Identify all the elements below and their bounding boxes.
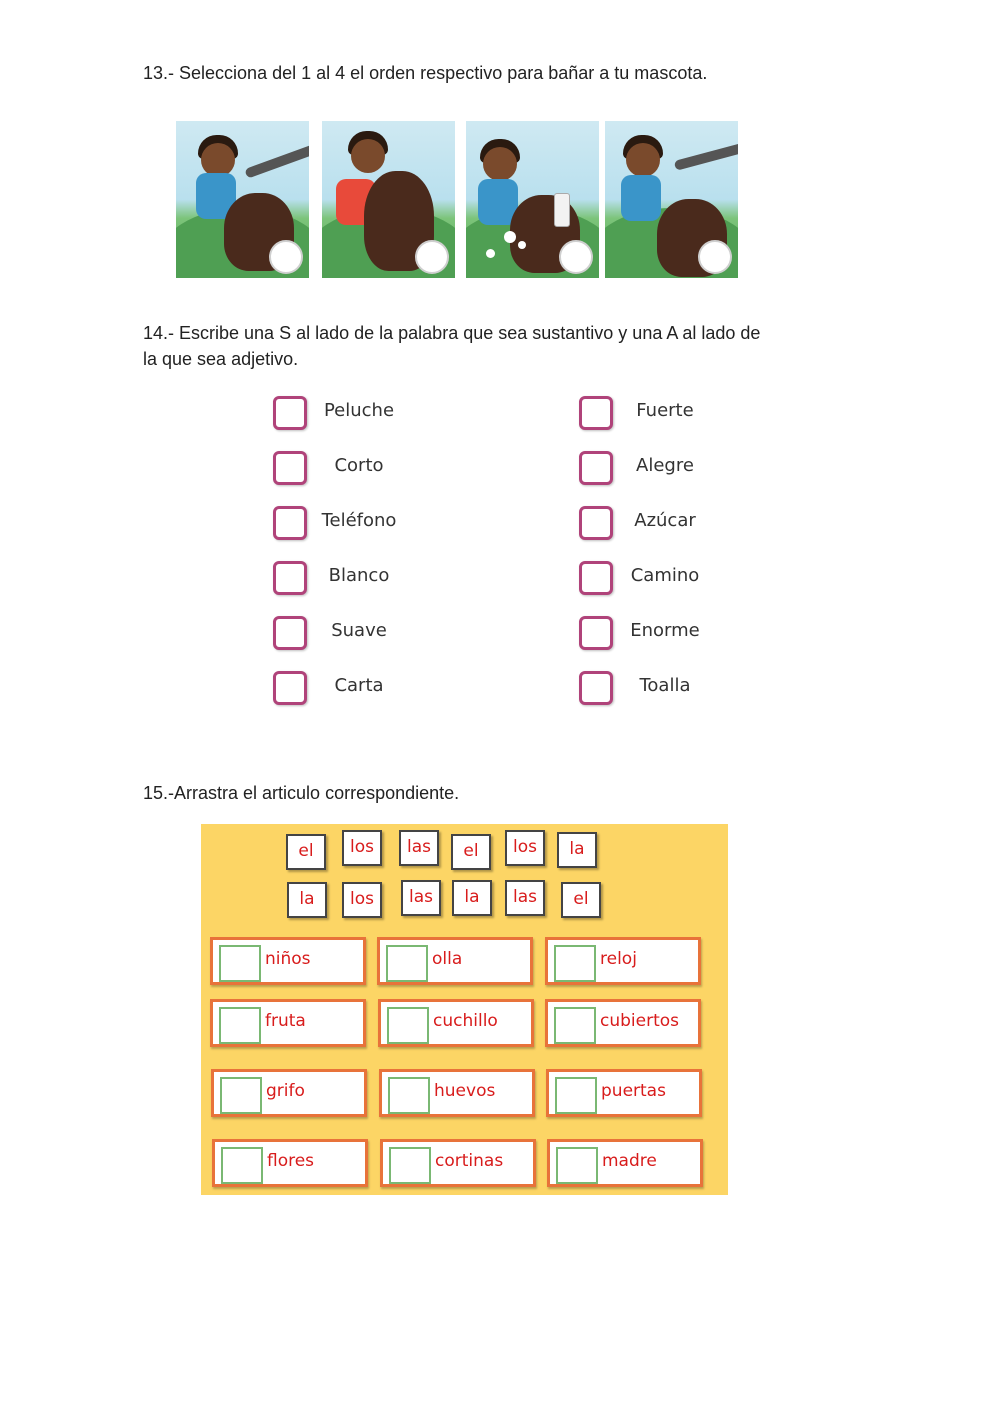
answer-box[interactable]	[579, 671, 613, 705]
article-tile[interactable]: la	[557, 832, 597, 868]
noun-label: flores	[267, 1151, 315, 1171]
noun-card	[380, 1139, 536, 1187]
drop-slot[interactable]	[554, 1007, 596, 1044]
word-label: Camino	[630, 565, 700, 586]
drop-slot[interactable]	[219, 1007, 261, 1044]
answer-box[interactable]	[579, 616, 613, 650]
noun-card	[545, 937, 701, 985]
noun-card	[212, 1139, 368, 1187]
noun-label: cuchillo	[433, 1011, 498, 1031]
order-circle-1[interactable]	[269, 240, 303, 274]
article-tile[interactable]: los	[505, 830, 545, 866]
noun-card	[377, 937, 533, 985]
answer-box[interactable]	[273, 396, 307, 430]
bath-step-image-3	[466, 121, 599, 278]
question-13-text: 13.- Selecciona del 1 al 4 el orden respectivo para bañar a tu mascota.	[143, 63, 708, 83]
noun-label: fruta	[265, 1011, 306, 1031]
answer-box[interactable]	[273, 451, 307, 485]
noun-label: reloj	[600, 949, 637, 969]
drop-slot[interactable]	[386, 945, 428, 982]
drop-slot[interactable]	[555, 1077, 597, 1114]
order-circle-4[interactable]	[698, 240, 732, 274]
drop-slot[interactable]	[389, 1147, 431, 1184]
drop-slot[interactable]	[220, 1077, 262, 1114]
word-label: Toalla	[639, 675, 691, 696]
answer-box[interactable]	[579, 561, 613, 595]
question-14-line-1: 14.- Escribe una S al lado de la palabra que sea sustantivo y una A al lado de	[143, 323, 761, 343]
noun-label: puertas	[601, 1081, 666, 1101]
article-tile[interactable]: la	[452, 880, 492, 916]
question-14-text	[143, 320, 760, 372]
noun-card	[378, 999, 534, 1047]
article-tile[interactable]: las	[505, 880, 545, 916]
drop-slot[interactable]	[556, 1147, 598, 1184]
noun-card	[546, 1069, 702, 1117]
noun-card	[547, 1139, 703, 1187]
noun-card	[210, 937, 366, 985]
drop-slot[interactable]	[388, 1077, 430, 1114]
drop-slot[interactable]	[554, 945, 596, 982]
answer-box[interactable]	[579, 506, 613, 540]
drop-slot[interactable]	[221, 1147, 263, 1184]
word-label: Fuerte	[636, 400, 694, 421]
noun-label: grifo	[266, 1081, 305, 1101]
word-label: Peluche	[323, 400, 395, 421]
word-label: Alegre	[636, 455, 694, 476]
drop-slot[interactable]	[387, 1007, 429, 1044]
bath-step-image-2	[322, 121, 455, 278]
bath-step-image-1	[176, 121, 309, 278]
word-label: Suave	[331, 620, 387, 641]
article-tile[interactable]: el	[451, 834, 491, 870]
answer-box[interactable]	[273, 506, 307, 540]
noun-card	[211, 1069, 367, 1117]
noun-label: cubiertos	[600, 1011, 680, 1031]
article-tile[interactable]: las	[401, 880, 441, 916]
article-drag-board	[201, 824, 728, 1195]
answer-box[interactable]	[579, 396, 613, 430]
word-label: Teléfono	[321, 510, 397, 531]
article-tile[interactable]: el	[286, 834, 326, 870]
order-circle-2[interactable]	[415, 240, 449, 274]
noun-label: olla	[432, 949, 463, 969]
answer-box[interactable]	[273, 561, 307, 595]
article-tile[interactable]: la	[287, 882, 327, 918]
order-circle-3[interactable]	[559, 240, 593, 274]
noun-label: cortinas	[435, 1151, 504, 1171]
question-14-line-2: la que sea adjetivo.	[143, 349, 299, 369]
word-label: Blanco	[328, 565, 390, 586]
article-tile[interactable]: los	[342, 882, 382, 918]
word-label: Carta	[334, 675, 384, 696]
word-label: Enorme	[630, 620, 700, 641]
word-label: Azúcar	[634, 510, 696, 531]
article-tile[interactable]: el	[561, 882, 601, 918]
article-tile[interactable]: los	[342, 830, 382, 866]
question-15-text: 15.-Arrastra el articulo correspondiente.	[143, 783, 460, 803]
noun-label: madre	[602, 1151, 657, 1171]
bath-step-image-4	[605, 121, 738, 278]
article-tile[interactable]: las	[399, 830, 439, 866]
answer-box[interactable]	[579, 451, 613, 485]
word-label: Corto	[334, 455, 384, 476]
noun-label: niños	[265, 949, 311, 969]
answer-box[interactable]	[273, 616, 307, 650]
drop-slot[interactable]	[219, 945, 261, 982]
noun-card	[379, 1069, 535, 1117]
answer-box[interactable]	[273, 671, 307, 705]
noun-card	[210, 999, 366, 1047]
noun-label: huevos	[434, 1081, 496, 1101]
noun-card	[545, 999, 701, 1047]
